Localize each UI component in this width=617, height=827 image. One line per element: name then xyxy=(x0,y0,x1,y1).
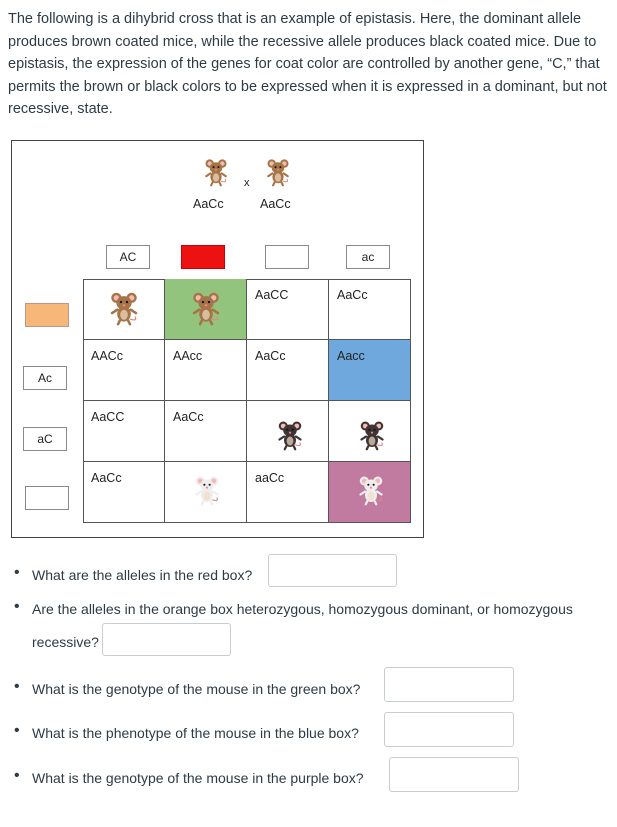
intro-paragraph xyxy=(8,8,608,121)
cell-r1c1 xyxy=(83,279,165,340)
question-text: What are the alleles in the red box? xyxy=(32,567,253,583)
question-text: What is the genotype of the mouse in the green box? xyxy=(32,681,361,697)
question-text: Are the alleles in the orange box heterozygous, homozygous dominant, or homozygous xyxy=(32,601,573,617)
cell-r2c2: AAcc xyxy=(165,340,247,401)
intro-text: The following is a dihybrid cross that is an example of epistasis. Here, the dominant allele produces brown coated mice, while the recessive allele produces black coated mice. Due to epistasis, the expression of the genes for coat color are controlled by another gene, “C,” that permits the brown or black colors to be expressed when it is expressed in a dominant, but not recessive, state. xyxy=(8,11,607,118)
answer-input-purple-box[interactable] xyxy=(389,757,519,792)
answer-input-green-box[interactable] xyxy=(384,667,514,702)
cell-r2c3: AaCc xyxy=(247,340,329,401)
gamete-left-3: aC xyxy=(23,427,67,451)
red-box[interactable] xyxy=(181,245,225,269)
answer-input-blue-box[interactable] xyxy=(384,712,514,747)
punnett-square-figure xyxy=(11,140,424,538)
orange-box[interactable] xyxy=(25,303,69,327)
cell-r1c4: AaCc xyxy=(329,279,411,340)
gamete-left-4[interactable] xyxy=(25,486,69,510)
parent2-genotype: AaCc xyxy=(260,197,291,211)
cell-r3c4 xyxy=(329,401,411,462)
black-mouse-icon xyxy=(275,415,305,455)
brown-mouse-icon xyxy=(189,285,223,331)
white-mouse-icon xyxy=(192,468,222,512)
question-text: What is the genotype of the mouse in the purple box? xyxy=(32,770,364,786)
question-text-cont: recessive? xyxy=(32,634,99,650)
parent-mouse-right xyxy=(264,155,292,189)
blue-box[interactable]: Aacc xyxy=(329,340,411,401)
cell-r3c3 xyxy=(247,401,329,462)
parent1-genotype: AaCc xyxy=(193,197,224,211)
cell-r1c3: AaCC xyxy=(247,279,329,340)
cell-r4c3: aaCc xyxy=(247,462,329,523)
cell-r4c2 xyxy=(165,462,247,523)
green-box[interactable] xyxy=(165,279,247,340)
white-mouse-icon xyxy=(356,468,386,512)
cell-r3c1: AaCC xyxy=(83,401,165,462)
gamete-top-1: AC xyxy=(106,245,150,269)
cross-symbol: x xyxy=(244,177,250,189)
brown-mouse-icon xyxy=(107,285,141,331)
answer-input-red-box[interactable] xyxy=(268,554,397,587)
cell-r2c1: AACc xyxy=(83,340,165,401)
cell-r4c1: AaCc xyxy=(83,462,165,523)
answer-input-orange-box[interactable] xyxy=(102,623,231,656)
gamete-top-4: ac xyxy=(346,245,390,269)
cell-r3c2: AaCc xyxy=(165,401,247,462)
question-text: What is the phenotype of the mouse in the blue box? xyxy=(32,725,359,741)
purple-box[interactable] xyxy=(329,462,411,523)
gamete-top-3[interactable] xyxy=(265,245,309,269)
gamete-left-2: Ac xyxy=(23,366,67,390)
black-mouse-icon xyxy=(357,415,387,455)
parent-mouse-left xyxy=(202,155,230,189)
